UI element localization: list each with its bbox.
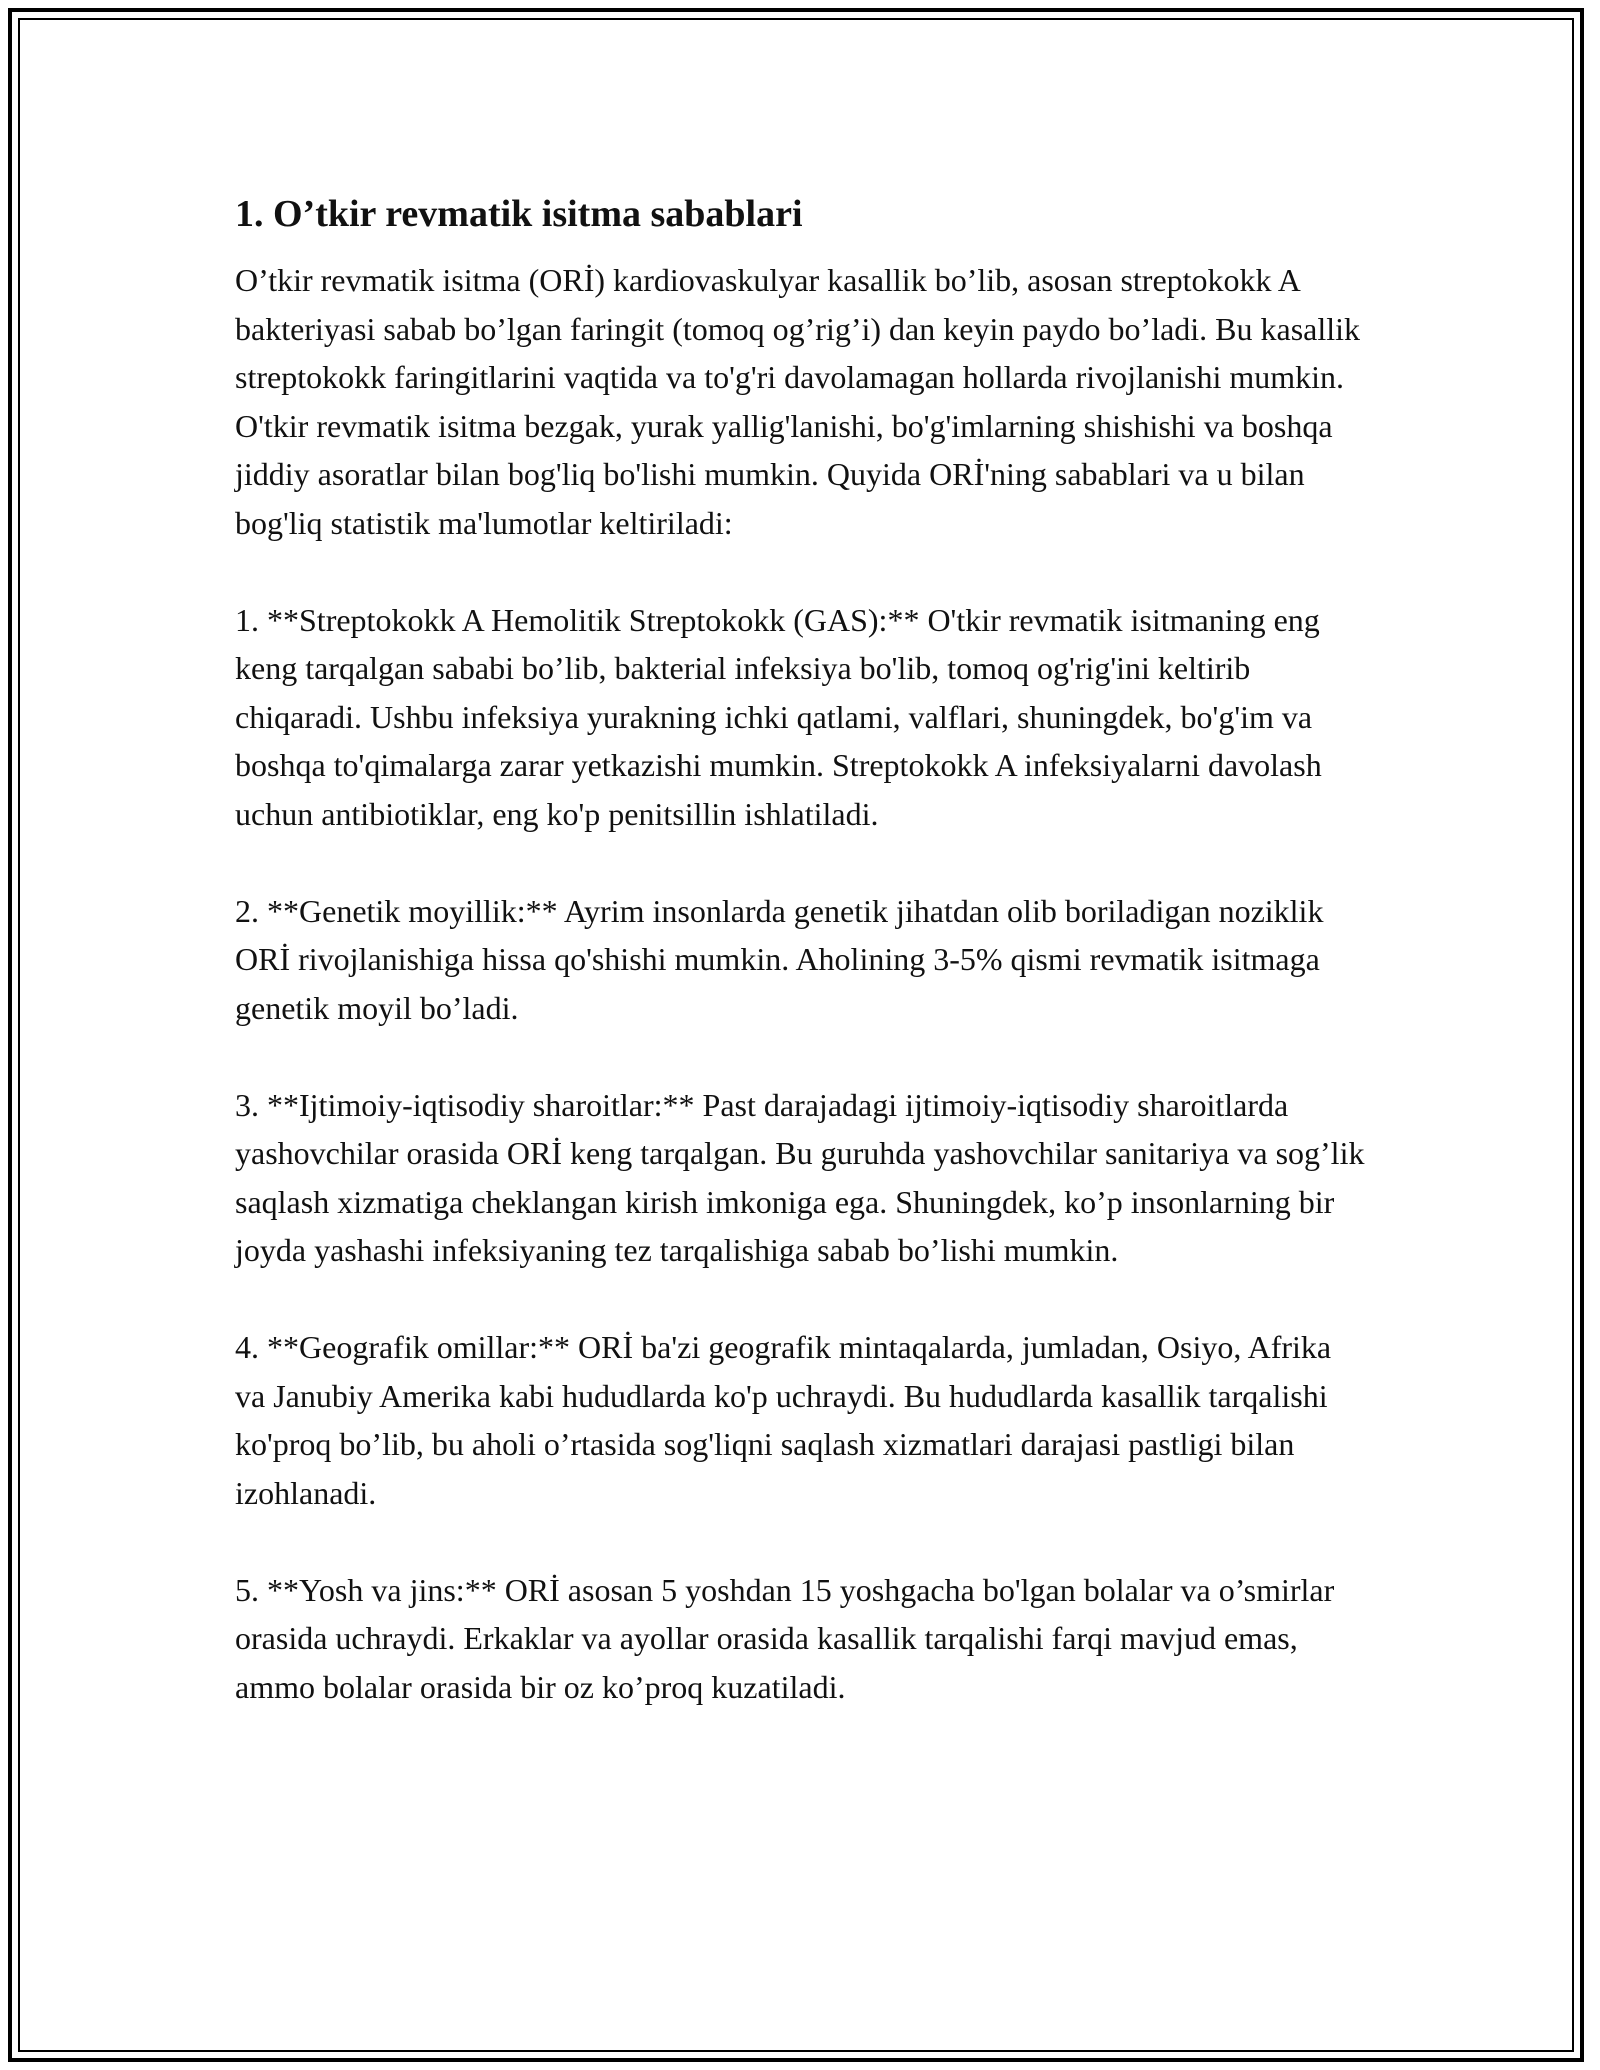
- cause-item-streptococcus: 1. **Streptokokk A Hemolitik Streptokokk (GAS):** O'tkir revmatik isitmaning eng keng tarqalgan sababi bo’lib, bakterial infeksiya bo'lib, tomoq og'rig'ini keltirib chiqaradi. Ushbu infeksiya yurakning ichki qatlami, valflari, shuningdek, bo'g'im va boshqa to'qimalarga zarar yetkazishi mumkin. Streptokokk A infeksiyalarni davolash uchun antibiotiklar, eng ko'p penitsillin ishlatiladi.: [235, 601, 1322, 832]
- cause-item-age-sex: 5. **Yosh va jins:** ORİ asosan 5 yoshdan 15 yoshgacha bo'lgan bolalar va o’smirlar orasida uchraydi. Erkaklar va ayollar orasida kasallik tarqalishi farqi mavjud emas, ammo bolalar orasida bir oz ko’proq kuzatiladi.: [235, 1571, 1335, 1705]
- cause-item-genetic: 2. **Genetik moyillik:** Ayrim insonlarda genetik jihatdan olib boriladigan noziklik ORİ rivojlanishiga hissa qo'shishi mumkin. Aholining 3-5% qismi revmatik isitmaga genetik moyil bo’ladi.: [235, 892, 1324, 1026]
- cause-item-geographic: 4. **Geografik omillar:** ORİ ba'zi geografik mintaqalarda, jumladan, Osiyo, Afrika va Janubiy Amerika kabi hududlarda ko'p uchraydi. Bu hududlarda kasallik tarqalishi ko'proq bo’lib, bu aholi o’rtasida sog'liqni saqlash xizmatlari darajasi pastligi bilan izohlanadi.: [235, 1329, 1332, 1511]
- cause-item-socioeconomic: 3. **Ijtimoiy-iqtisodiy sharoitlar:** Past darajadagi ijtimoiy-iqtisodiy sharoitlarda yashovchilar orasida ORİ keng tarqalgan. Bu guruhda yashovchilar sanitariya va sog’lik saqlash xizmatiga cheklangan kirish imkoniga ega. Shuningdek, ko’p insonlarning bir joyda yashashi infeksiyaning tez tarqalishiga sabab bo’lishi mumkin.: [235, 1086, 1365, 1268]
- document-title: 1. O’tkir revmatik isitma sabablari: [235, 193, 803, 235]
- document-body: [235, 188, 1365, 1760]
- intro-paragraph: O’tkir revmatik isitma (ORİ) kardiovaskulyar kasallik bo’lib, asosan streptokokk A bakteriyasi sabab bo’lgan faringit (tomoq og’rig’i) dan keyin paydo bo’ladi. Bu kasallik streptokokk faringitlarini vaqtida va to'g'ri davolamagan hollarda rivojlanishi mumkin. O'tkir revmatik isitma bezgak, yurak yallig'lanishi, bo'g'imlarning shishishi va boshqa jiddiy asoratlar bilan bog'liq bo'lishi mumkin. Quyida ORİ'ning sabablari va u bilan bog'liq statistik ma'lumotlar keltiriladi:: [235, 262, 1361, 541]
